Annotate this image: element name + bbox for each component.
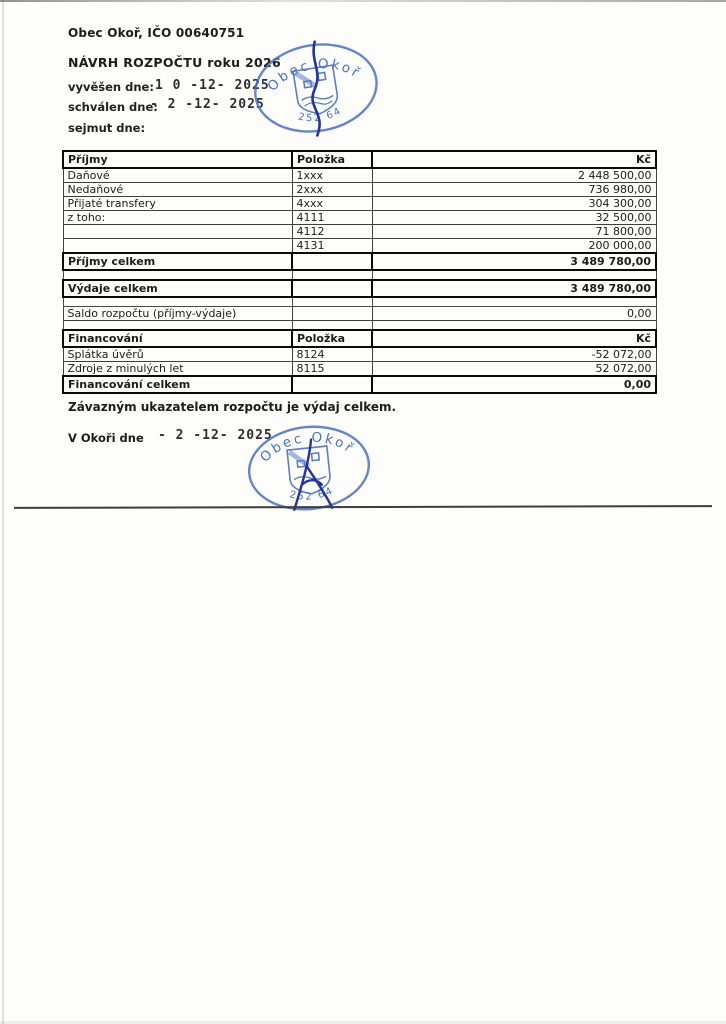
budget-row-item-code: 8124 xyxy=(292,347,372,362)
budget-row-label: z toho: xyxy=(63,211,292,225)
official-stamp-bottom xyxy=(240,415,379,520)
budget-row-item-code: 2xxx xyxy=(292,183,372,197)
table-row xyxy=(63,297,656,307)
budget-row-amount: -52 072,00 xyxy=(372,347,656,362)
budget-row-amount: Kč xyxy=(372,151,656,168)
budget-row-label: Nedaňové xyxy=(63,183,292,197)
stamp-graphic xyxy=(243,30,389,146)
stamp-arc-text: Obec Okoř xyxy=(257,429,358,466)
table-row xyxy=(63,225,656,239)
table-row xyxy=(63,151,656,168)
budget-row-label xyxy=(63,297,292,307)
binding-note: Závazným ukazatelem rozpočtu je výdaj celkem. xyxy=(68,400,397,414)
table-row xyxy=(63,211,656,225)
removed-date-label: sejmut dne: xyxy=(68,121,146,135)
table-row xyxy=(63,307,656,321)
budget-row-item-code xyxy=(292,253,372,270)
budget-row-item-code xyxy=(292,270,372,280)
budget-row-amount: 3 489 780,00 xyxy=(372,280,656,297)
budget-row-amount: 3 489 780,00 xyxy=(372,253,656,270)
table-row xyxy=(63,197,656,211)
budget-row-label xyxy=(63,270,292,280)
budget-row-label: Přijaté transfery xyxy=(63,197,292,211)
budget-row-item-code: 4xxx xyxy=(292,197,372,211)
table-row xyxy=(63,321,656,331)
budget-row-amount: 304 300,00 xyxy=(372,197,656,211)
table-row xyxy=(63,362,656,377)
signed-date-stamp: - 2 -12- 2025 xyxy=(158,428,273,443)
scan-edge-top xyxy=(0,0,726,2)
budget-row-amount: 736 980,00 xyxy=(372,183,656,197)
posted-date-stamp: 1 0 -12- 2025 xyxy=(155,78,270,93)
approved-date-label: schválen dne: xyxy=(68,100,158,114)
table-row xyxy=(63,280,656,297)
budget-row-amount: 2 448 500,00 xyxy=(372,168,656,183)
stamp-arc-text: Obec Okoř xyxy=(264,56,365,95)
budget-row-amount xyxy=(372,297,656,307)
budget-row-amount: 32 500,00 xyxy=(372,211,656,225)
budget-row-label: Daňové xyxy=(63,168,292,183)
budget-row-item-code: 4112 xyxy=(292,225,372,239)
table-row xyxy=(63,168,656,183)
table-row xyxy=(63,347,656,362)
budget-row-item-code: 4111 xyxy=(292,211,372,225)
table-row xyxy=(63,330,656,347)
budget-row-item-code: 4131 xyxy=(292,239,372,254)
stamp-postal-code: 252 64 xyxy=(288,485,336,503)
budget-row-label: Zdroje z minulých let xyxy=(63,362,292,377)
budget-row-amount xyxy=(372,321,656,331)
budget-row-label: Financování celkem xyxy=(63,376,292,393)
budget-row-amount xyxy=(372,270,656,280)
signed-at-label: V Okoři dne xyxy=(68,431,144,445)
table-row xyxy=(63,183,656,197)
budget-row-item-code xyxy=(292,321,372,331)
budget-row-item-code: Položka xyxy=(292,151,372,168)
budget-row-amount: Kč xyxy=(372,330,656,347)
budget-row-label: Saldo rozpočtu (příjmy-výdaje) xyxy=(63,307,292,321)
stamp-graphic xyxy=(240,415,379,520)
budget-row-amount: 200 000,00 xyxy=(372,239,656,254)
budget-row-item-code xyxy=(292,297,372,307)
budget-row-label: Příjmy celkem xyxy=(63,253,292,270)
table-row xyxy=(63,253,656,270)
budget-row-item-code: 1xxx xyxy=(292,168,372,183)
budget-row-item-code: 8115 xyxy=(292,362,372,377)
budget-row-amount: 0,00 xyxy=(372,376,656,393)
approved-date-stamp: - 2 -12- 2025 xyxy=(150,97,265,112)
budget-row-label: Příjmy xyxy=(63,151,292,168)
budget-row-amount: 0,00 xyxy=(372,307,656,321)
budget-row-label xyxy=(63,225,292,239)
budget-row-amount: 71 800,00 xyxy=(372,225,656,239)
scan-edge-left xyxy=(2,0,4,1024)
budget-row-item-code xyxy=(292,280,372,297)
budget-row-label: Financování xyxy=(63,330,292,347)
budget-row-amount: 52 072,00 xyxy=(372,362,656,377)
page-title: NÁVRH ROZPOČTU roku 2026 xyxy=(68,55,282,70)
budget-row-label xyxy=(63,239,292,254)
budget-row-label: Výdaje celkem xyxy=(63,280,292,297)
budget-row-item-code xyxy=(292,376,372,393)
table-row xyxy=(63,239,656,254)
table-row xyxy=(63,376,656,393)
budget-row-label xyxy=(63,321,292,331)
official-stamp-top xyxy=(243,30,389,146)
org-line: Obec Okoř, IČO 00640751 xyxy=(68,26,245,40)
budget-row-item-code xyxy=(292,307,372,321)
budget-row-label: Splátka úvěrů xyxy=(63,347,292,362)
table-row xyxy=(63,270,656,280)
budget-table xyxy=(62,150,657,394)
stamp-postal-code: 252 64 xyxy=(297,105,345,125)
budget-row-item-code: Položka xyxy=(292,330,372,347)
posted-date-label: vyvěšen dne: xyxy=(68,80,154,94)
